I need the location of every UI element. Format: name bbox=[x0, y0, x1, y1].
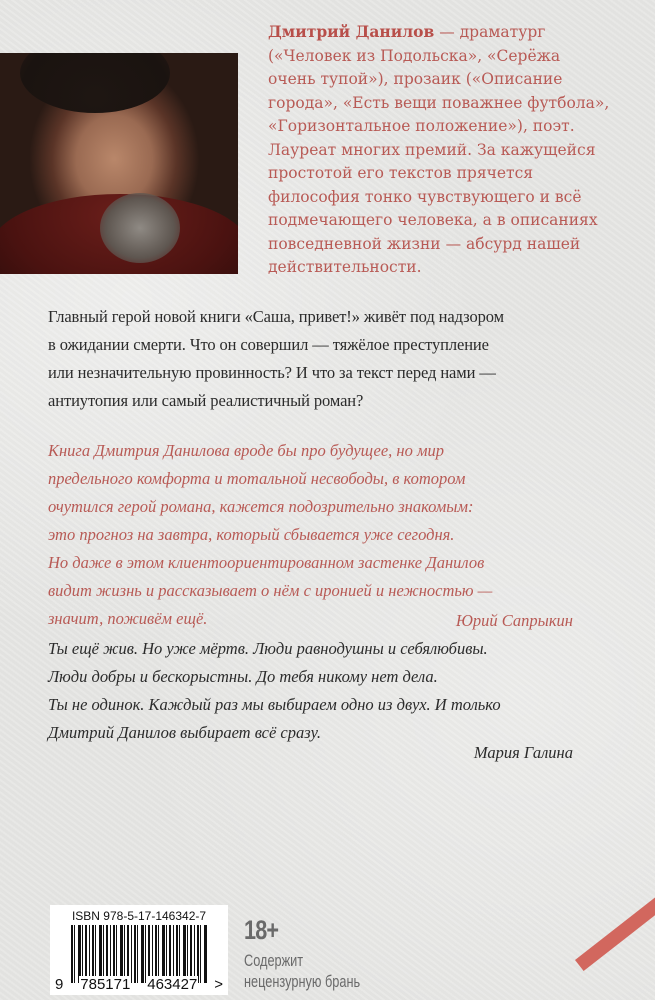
bio-line: Лауреат многих премий. За кажущейся bbox=[268, 140, 596, 159]
quote-line: Люди добры и бескорыстны. До тебя никому нет дела. bbox=[48, 667, 438, 686]
bio-line bbox=[268, 20, 648, 45]
warning-line: нецензурную брань bbox=[244, 972, 361, 991]
quote-line: Ты ещё жив. Но уже мёртв. Люди равнодушны и себялюбивы. bbox=[48, 639, 488, 658]
bio-line: философия тонко чувствующего и всё bbox=[268, 187, 582, 206]
barcode-digit-group: 9 bbox=[55, 976, 64, 993]
quote-signature-saprykin: Юрий Сапрыкин bbox=[455, 611, 573, 630]
barcode-digit-group: 463427 bbox=[147, 976, 198, 993]
review-quote-galina bbox=[48, 635, 638, 747]
bio-line: «Горизонтальное положение»), поэт. bbox=[268, 117, 575, 135]
author-bio bbox=[268, 20, 648, 280]
bio-line: повседневной жизни — абсурд нашей bbox=[268, 234, 581, 253]
quote-line: Книга Дмитрия Данилова вроде бы про будущее, но мир bbox=[48, 441, 445, 460]
bio-line: подмечающего человека, а в описаниях bbox=[268, 211, 598, 229]
photo-hair bbox=[20, 53, 170, 113]
bio-line: действительности. bbox=[268, 258, 422, 276]
age-rating-badge: 18+ bbox=[244, 915, 279, 945]
quote-line: Ты не одинок. Каждый раз мы выбираем одно из двух. И только bbox=[48, 695, 501, 714]
quote-line: это прогноз на завтра, который сбывается уже сегодня. bbox=[48, 525, 455, 544]
quote-signature-galina: Мария Галина bbox=[473, 743, 573, 762]
barcode-digit-group: 785171 bbox=[80, 976, 131, 993]
author-name: Дмитрий Данилов bbox=[268, 22, 435, 41]
quote-line: Дмитрий Данилов выбирает всё сразу. bbox=[48, 723, 321, 742]
barcode-digit-group: > bbox=[214, 976, 223, 993]
quote-line: предельного комфорта и тотальной несвободы, в котором bbox=[48, 469, 466, 488]
warning-line: Содержит bbox=[244, 951, 304, 970]
photo-beard bbox=[100, 193, 180, 263]
bio-line: города», «Есть вещи поважнее футбола», bbox=[268, 93, 610, 112]
quote-line: видит жизнь и рассказывает о нём с иронией и нежностью — bbox=[48, 581, 493, 600]
quote-line: очутился герой романа, кажется подозрительно знакомым: bbox=[48, 497, 474, 516]
isbn-barcode bbox=[50, 905, 228, 995]
annotation-line: Главный герой новой книги «Саша, привет!» живёт под надзором bbox=[48, 307, 504, 326]
bio-text: — драматург bbox=[434, 23, 546, 41]
bio-line: («Человек из Подольска», «Серёжа bbox=[268, 46, 561, 65]
author-photo bbox=[0, 53, 238, 274]
quote-line: значит, поживём ещё. bbox=[48, 609, 208, 628]
bio-line: очень тупой»), прозаик («Описание bbox=[268, 70, 563, 88]
barcode-bars-icon bbox=[71, 925, 207, 983]
annotation-line: в ожидании смерти. Что он совершил — тяжёлое преступление bbox=[48, 335, 489, 354]
decorative-red-stripe bbox=[575, 886, 655, 971]
book-annotation bbox=[48, 303, 638, 415]
review-quote-saprykin bbox=[48, 437, 638, 633]
content-warning bbox=[244, 950, 360, 992]
annotation-line: или незначительную провинность? И что за текст перед нами — bbox=[48, 363, 496, 382]
barcode-digits bbox=[54, 976, 224, 993]
quote-line: Но даже в этом клиентоориентированном застенке Данилов bbox=[48, 553, 485, 572]
isbn-number: ISBN 978-5-17-146342-7 bbox=[71, 909, 207, 923]
bio-line: простотой его текстов прячется bbox=[268, 164, 534, 182]
annotation-line: антиутопия или самый реалистичный роман? bbox=[48, 391, 364, 410]
